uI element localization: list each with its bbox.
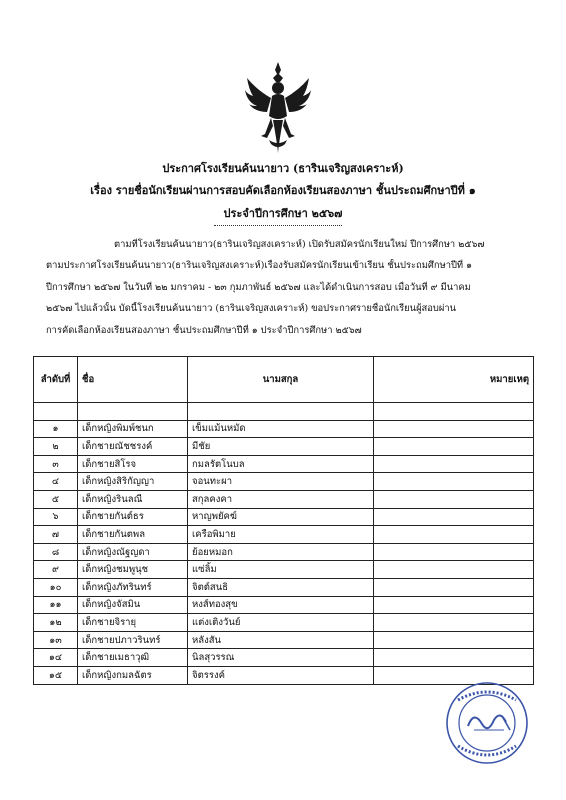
last-name-cell: จิตต์สนธิ [188,578,374,596]
spacer-cell [374,403,534,421]
table-row [34,543,534,561]
row-number-cell: ๖ [34,508,78,526]
row-number-cell: ๑๒ [34,614,78,632]
note-cell [374,420,534,438]
first-name-cell: เด็กชายณัชชรงค์ [78,438,188,456]
first-name-cell: เด็กหญิงกมลฉัตร [78,666,188,684]
academic-year: ประจำปีการศึกษา ๒๕๖๗ [223,207,343,220]
first-name-cell: เด็กชายปภาวรินทร์ [78,631,188,649]
table-header-row [34,357,534,403]
row-number-cell: ๑๐ [34,578,78,596]
note-cell [374,490,534,508]
last-name-cell: จิตรรงค์ [188,666,374,684]
row-number-cell: ๑๑ [34,596,78,614]
spacer-cell [34,403,78,421]
first-name-cell: เด็กหญิงสิริกัญญา [78,473,188,491]
last-name-cell: นิลสุวรรณ [188,649,374,667]
column-header-last-name: นามสกุล [188,357,374,403]
row-number-cell: ๙ [34,561,78,579]
last-name-cell: เครือพิมาย [188,526,374,544]
last-name-cell: แต่งเติงวันย์ [188,614,374,632]
first-name-cell: เด็กชายสิโรจ [78,455,188,473]
table-spacer-row [34,403,534,421]
note-cell [374,455,534,473]
first-name-cell: เด็กหญิงจัสมิน [78,596,188,614]
first-name-cell: เด็กหญิงณัฐญดา [78,543,188,561]
last-name-cell: หงส์ทองสุข [188,596,374,614]
note-cell [374,508,534,526]
table-row [34,561,534,579]
body-line: การคัดเลือกห้องเรียนสองภาษา ชั้นประถมศึกษาปีที่ ๑ ประจำปีการศึกษา ๒๕๖๗ [46,325,362,336]
row-number-cell: ๑๕ [34,666,78,684]
last-name-cell: หาญพยัคฆ์ [188,508,374,526]
row-number-cell: ๑๓ [34,631,78,649]
first-name-cell: เด็กชายกันตพล [78,526,188,544]
dotted-divider [214,225,342,227]
column-header-no: ลำดับที่ [34,357,78,403]
row-number-cell: ๔ [34,473,78,491]
first-name-cell: เด็กหญิงรินลณี [78,490,188,508]
last-name-cell: เข็มแม้นหมัด [188,420,374,438]
row-number-cell: ๕ [34,490,78,508]
row-number-cell: ๘ [34,543,78,561]
row-number-cell: ๓ [34,455,78,473]
first-name-cell: เด็กชายเมธาวุฒิ [78,649,188,667]
first-name-cell: เด็กหญิงชมพูนุช [78,561,188,579]
note-cell [374,473,534,491]
first-name-cell: เด็กชายจิรายุ [78,614,188,632]
note-cell [374,649,534,667]
note-cell [374,631,534,649]
table-row [34,473,534,491]
note-cell [374,596,534,614]
garuda-emblem-icon [243,60,313,156]
body-line: ๒๕๖๗ ไปแล้วนั้น บัดนี้โรงเรียนค้นนายาว (ธารินเจริญสงเคราะห์) ขอประกาศรายชื่อนักเรียนผู้สอบผ่าน [46,303,457,314]
column-header-note: หมายเหตุ [374,357,534,403]
note-cell [374,578,534,596]
announcement-subject: เรื่อง รายชื่อนักเรียนผ่านการสอบคัดเลือกห้องเรียนสองภาษา ชั้นประถมศึกษาปีที่ ๑ [90,184,476,197]
row-number-cell: ๑ [34,420,78,438]
last-name-cell: แซ่ลิ้ม [188,561,374,579]
announcement-title: ประกาศโรงเรียนค้นนายาว (ธารินเจริญสงเคราะห์) [162,162,404,175]
last-name-cell: หลังสัน [188,631,374,649]
table-row [34,596,534,614]
table-row [34,526,534,544]
spacer-cell [188,403,374,421]
table-row [34,614,534,632]
table-row [34,438,534,456]
table-row [34,649,534,667]
note-cell [374,438,534,456]
body-line: ตามประกาศโรงเรียนค้นนายาว(ธารินเจริญสงเคราะห์)เรื่องรับสมัครนักเรียนเข้าเรียน ชั้นประถมศึกษาปีที่ ๑ [46,260,473,271]
school-seal-icon [444,680,530,766]
body-line: ปีการศึกษา ๒๕๖๗ ในวันที่ ๒๒ มกราคม - ๒๓ กุมภาพันธ์ ๒๕๖๗ และได้ดำเนินการสอบ เมื่อวันที่ ๙ มีนาคม [46,282,471,293]
spacer-cell [78,403,188,421]
column-header-first-name: ชื่อ [78,357,188,403]
first-name-cell: เด็กหญิงภัทรินทร์ [78,578,188,596]
last-name-cell: มีชัย [188,438,374,456]
first-name-cell: เด็กหญิงพิมพ์ชนก [78,420,188,438]
table-row [34,578,534,596]
row-number-cell: ๑๔ [34,649,78,667]
table-row [34,508,534,526]
last-name-cell: จอนทะผา [188,473,374,491]
first-name-cell: เด็กชายกันต์ธร [78,508,188,526]
body-line: ตามที่โรงเรียนค้นนายาว(ธารินเจริญสงเคราะห์) เปิดรับสมัครนักเรียนใหม่ ปีการศึกษา ๒๕๖๗ [114,239,485,250]
note-cell [374,561,534,579]
table-row [34,631,534,649]
note-cell [374,614,534,632]
table-row [34,455,534,473]
table-row [34,420,534,438]
last-name-cell: สกุลคงคา [188,490,374,508]
note-cell [374,543,534,561]
last-name-cell: กมลรัตโนบล [188,455,374,473]
note-cell [374,526,534,544]
row-number-cell: ๒ [34,438,78,456]
last-name-cell: ย้อยหมอก [188,543,374,561]
row-number-cell: ๗ [34,526,78,544]
table-row [34,490,534,508]
student-list-table [33,356,534,685]
